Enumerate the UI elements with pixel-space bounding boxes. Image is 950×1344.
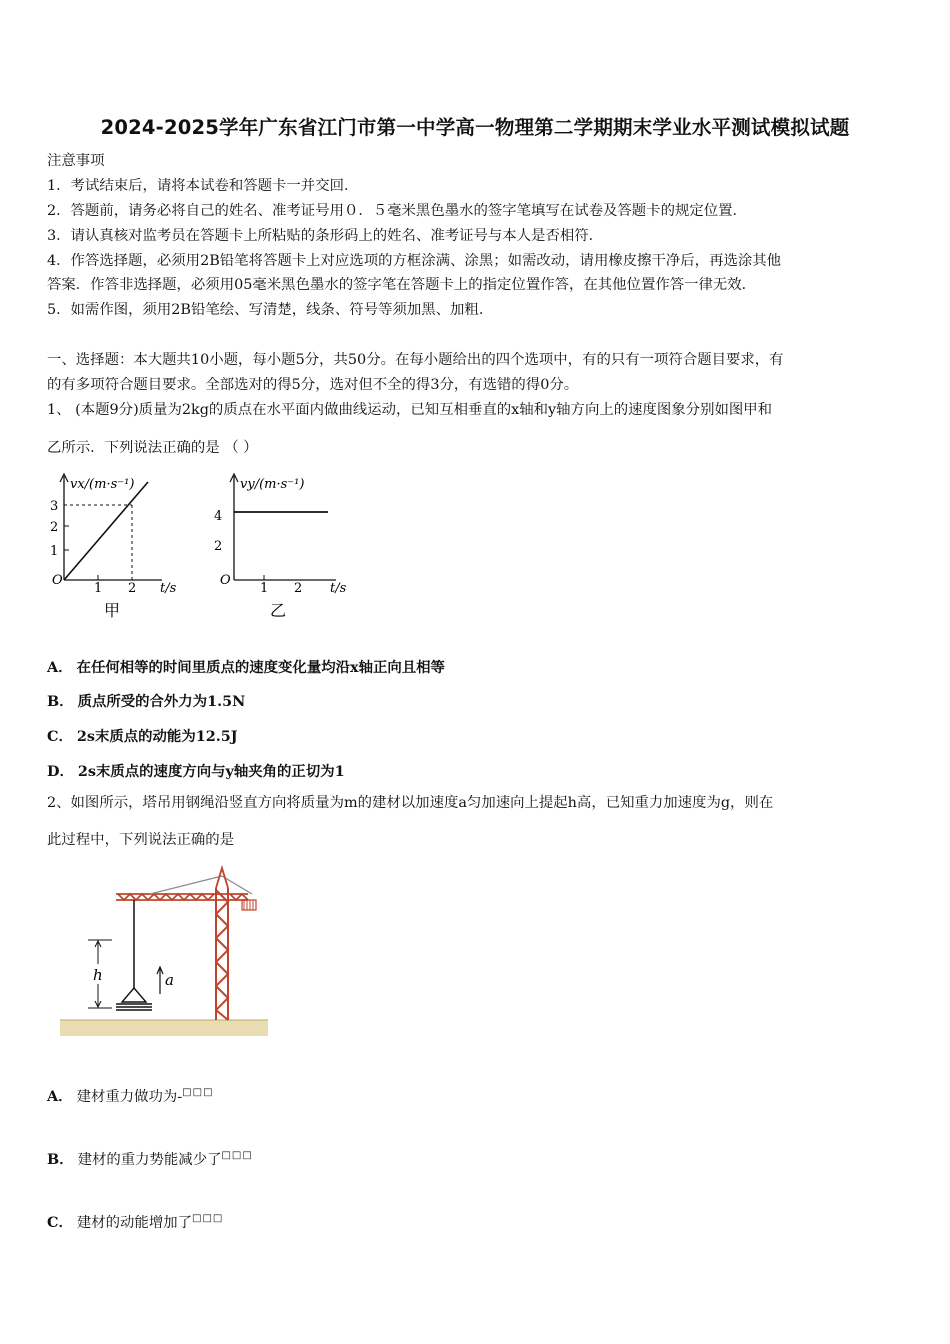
y-axis-label: vy/(m·s⁻¹) <box>240 477 305 492</box>
y-tick-label: 2 <box>214 539 223 554</box>
q1-option-b[interactable] <box>47 690 245 711</box>
option-text: 建材的重力势能减少了 <box>77 1152 222 1168</box>
formula-placeholder: □□□ <box>221 1150 253 1162</box>
graph-caption: 乙 <box>270 601 287 620</box>
crane-figure <box>58 860 272 1040</box>
y-tick-label: 2 <box>50 520 59 535</box>
x-axis-label: t/s <box>160 581 177 596</box>
formula-placeholder: □□□ <box>192 1213 224 1225</box>
option-label: D． <box>47 763 74 780</box>
q2-option-c[interactable] <box>47 1211 223 1232</box>
formula-placeholder: □□□ <box>182 1087 214 1099</box>
option-label: B． <box>47 1151 74 1168</box>
y-tick-label: 1 <box>50 544 59 559</box>
crane-tower <box>216 888 228 1020</box>
option-text: 2s末质点的速度方向与y轴夹角的正切为1 <box>77 763 345 780</box>
q2-option-b[interactable] <box>47 1148 253 1169</box>
option-text: 2s末质点的动能为12.5J <box>76 728 238 745</box>
notice-item: 3．请认真核对监考员在答题卡上所粘贴的条形码上的姓名、准考证号与本人是否相符． <box>47 228 604 244</box>
q1-option-d[interactable] <box>47 760 345 781</box>
x-tick-label: 1 <box>94 581 103 596</box>
option-text: 质点所受的合外力为1.5N <box>77 693 246 710</box>
x-axis-label: t/s <box>330 581 347 596</box>
option-label: C． <box>47 1214 73 1231</box>
notice-item: 4．作答选择题，必须用2B铅笔将答题卡上对应选项的方框涂满、涂黑；如需改动，请用橡皮擦干净后，再选涂其他 <box>47 253 782 269</box>
q2-option-a[interactable] <box>47 1085 214 1106</box>
question-2-stem: 此过程中，下列说法正确的是 <box>47 832 235 848</box>
option-text: 建材的动能增加了 <box>76 1215 192 1231</box>
option-label: B． <box>47 693 74 710</box>
section-intro: 一、选择题：本大题共10小题，每小题5分，共50分。在每小题给出的四个选项中，有的只有一项符合题目要求，有 <box>47 352 784 368</box>
jib-stay-cable <box>150 876 222 894</box>
notice-item: 答案．作答非选择题，必须用05毫米黑色墨水的签字笔在答题卡上的指定位置作答，在其他位置作答一律无效． <box>47 277 757 293</box>
x-tick-label: 1 <box>260 581 269 596</box>
question-1-stem: 1、 (本题9分)质量为2kg的质点在水平面内做曲线运动，已知互相垂直的x轴和y轴方向上的速度图象分别如图甲和 <box>47 402 773 418</box>
x-tick-label: 2 <box>128 581 137 596</box>
origin-label: O <box>220 573 231 588</box>
y-tick-label: 3 <box>50 499 59 514</box>
y-tick-label: 4 <box>214 509 223 524</box>
notice-item: 1．考试结束后，请将本试卷和答题卡一并交回． <box>47 178 359 194</box>
q1-option-a[interactable] <box>47 656 445 677</box>
h-label: h <box>93 966 103 984</box>
vx-line <box>64 482 148 580</box>
hook <box>122 988 146 1002</box>
option-label: A． <box>47 1088 73 1105</box>
question-2-stem: 2、如图所示，塔吊用钢绳沿竖直方向将质量为m的建材以加速度a匀加速向上提起h高，已知重力加速度为g，则在 <box>47 795 774 811</box>
counterweight-lines <box>244 900 253 910</box>
notice-heading: 注意事项 <box>47 153 105 169</box>
option-label: C． <box>47 728 73 745</box>
building-material <box>116 1004 152 1010</box>
y-axis-label: vx/(m·s⁻¹) <box>70 477 135 492</box>
question-1-stem: 乙所示．下列说法正确的是 （ ） <box>47 440 258 456</box>
notice-item: 2．答题前，请务必将自己的姓名、准考证号用０．５毫米黑色墨水的签字笔填写在试卷及答题卡的规定位置． <box>47 203 747 219</box>
graph-vx <box>44 468 194 624</box>
option-label: A． <box>47 659 73 676</box>
graph-caption: 甲 <box>104 601 121 620</box>
option-text: 在任何相等的时间里质点的速度变化量均沿x轴正向且相等 <box>76 659 445 676</box>
a-label: a <box>165 971 174 989</box>
option-text: 建材重力做功为- <box>76 1089 183 1105</box>
page-title: 2024-2025学年广东省江门市第一中学高一物理第二学期期末学业水平测试模拟试题 <box>100 116 850 139</box>
origin-label: O <box>52 573 63 588</box>
q1-option-c[interactable] <box>47 725 238 746</box>
ground <box>60 1020 268 1036</box>
notice-item: 5．如需作图，须用2B铅笔绘、写清楚，线条、符号等须加黑、加粗． <box>47 302 494 318</box>
x-tick-label: 2 <box>294 581 303 596</box>
section-intro: 的有多项符合题目要求。全部选对的得5分，选对但不全的得3分，有选错的得0分。 <box>47 377 579 393</box>
graph-vy <box>212 468 362 624</box>
